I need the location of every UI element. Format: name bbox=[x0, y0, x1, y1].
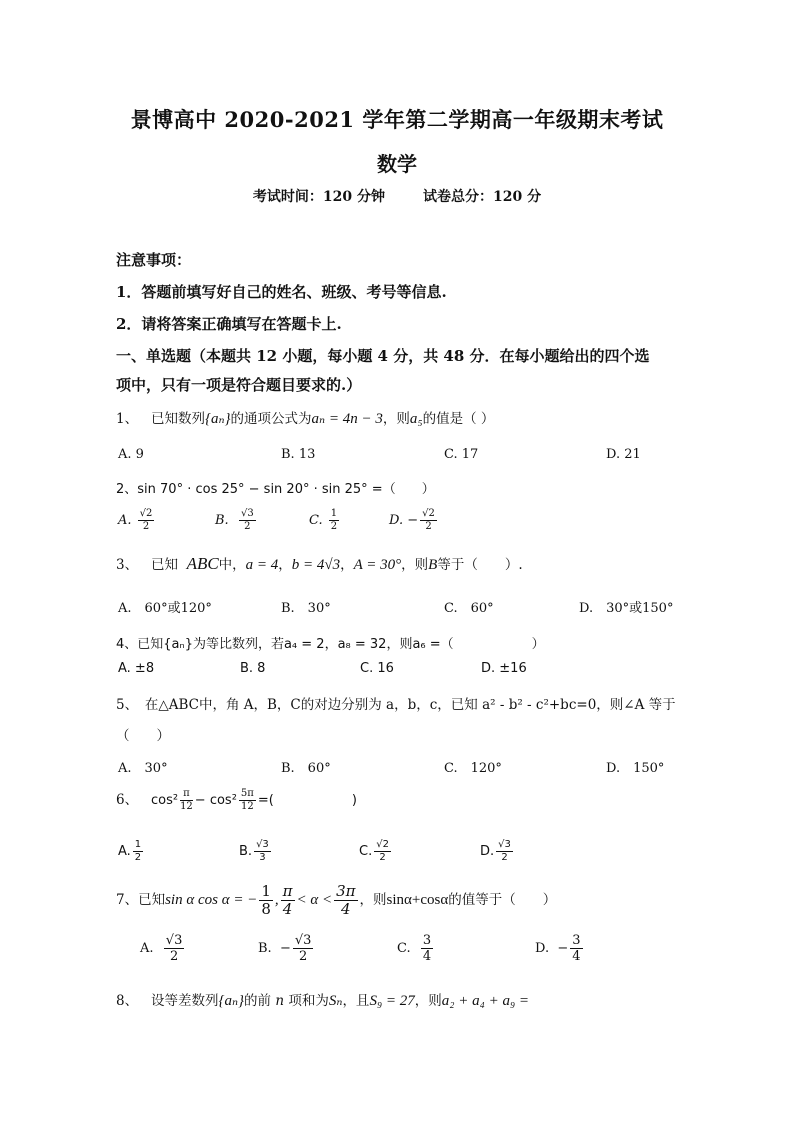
fraction: $\frac{√2}{2}$ bbox=[139, 508, 153, 532]
fraction: $\frac{√3}{3}$ bbox=[256, 839, 269, 863]
fraction: $\frac{\pi}{4}$ bbox=[282, 882, 293, 918]
option-b: B. 30° bbox=[281, 601, 331, 616]
section-heading-line1: 一、单选题（本题共 12 小题，每小题 4 分，共 48 分．在每小题给出的四个选 bbox=[116, 347, 650, 365]
exam-title: 景博高中 2020-2021 学年第二学期高一年级期末考试 bbox=[130, 107, 664, 132]
fraction: $\frac{1}{8}$ bbox=[261, 882, 271, 918]
section-heading-line2: 项中，只有一项是符合题目要求的.） bbox=[116, 376, 362, 394]
option-c: C. 120° bbox=[444, 761, 502, 776]
exam-info bbox=[0, 186, 794, 206]
option-d: D. − $\frac{3}{4}$ bbox=[535, 933, 581, 964]
fraction: $\frac{√2}{2}$ bbox=[422, 508, 435, 532]
option-b: B. 60° bbox=[281, 761, 331, 776]
option-a: A. 30° bbox=[118, 761, 168, 776]
exam-time: 考试时间：120 分钟 bbox=[252, 189, 385, 205]
option-b: B. $\frac{√3}{3}$ bbox=[239, 839, 269, 863]
option-b: B. 13 bbox=[281, 447, 316, 462]
subject-title: 数学 bbox=[377, 152, 417, 176]
option-b: B. − $\frac{√3}{2}$ bbox=[258, 933, 312, 964]
fraction: $\frac{√3}{2}$ bbox=[165, 933, 183, 964]
fraction: $\frac{1}{2}$ bbox=[330, 508, 338, 532]
fraction: $\frac{3}{4}$ bbox=[572, 933, 581, 964]
question-8: 8、 设等差数列{aₙ}的前 n 项和为Sₙ，且S₉ = 27，则a₂ + a₄ + a₉ = bbox=[116, 993, 530, 1009]
option-d: D. 30°或150° bbox=[579, 601, 674, 616]
question-7: 7、已知sin α cos α = − $\frac{1}{8}$ , $\frac{\pi}{4}$ < α < $\frac{3\pi}{4}$ ，则sinα+cosα的值等于（ ） bbox=[116, 882, 557, 918]
option-c: C. $\frac{1}{2}$ bbox=[309, 508, 338, 532]
fraction: $\frac{5\pi}{12}$ bbox=[240, 788, 254, 812]
fraction: $\frac{√3}{2}$ bbox=[240, 508, 254, 532]
option-d: D. − $\frac{√2}{2}$ bbox=[389, 508, 435, 532]
notes-heading: 注意事项： bbox=[116, 251, 192, 269]
question-5-line2: （ ） bbox=[116, 728, 170, 744]
option-d: D. ±16 bbox=[481, 661, 527, 676]
total-score: 试卷总分：120 分 bbox=[423, 189, 542, 205]
question-3: 3、 已知 ABC中，a = 4，b = 4√3，A = 30°，则B等于（ ）. bbox=[116, 554, 523, 573]
option-b: B. 8 bbox=[240, 661, 266, 676]
option-b: B. $\frac{√3}{2}$ bbox=[215, 508, 254, 532]
question-6: 6、 cos² $\frac{\pi}{12}$ − cos² $\frac{5\pi}{12}$ =( ) bbox=[116, 788, 357, 812]
fraction: $\frac{3}{4}$ bbox=[422, 933, 432, 964]
option-d: D. 21 bbox=[606, 447, 641, 462]
question-5-line1: 5、 在△ABC中，角 A，B，C的对边分别为 a，b，c，已知 a² - b² - c²+bc=0，则∠A 等于 bbox=[116, 697, 676, 713]
fraction: $\frac{\pi}{12}$ bbox=[180, 788, 193, 812]
question-4: 4、已知{aₙ}为等比数列，若a₄ = 2，a₈ = 32，则a₆ =（ ） bbox=[116, 637, 545, 652]
option-c: C. $\frac{√2}{2}$ bbox=[359, 839, 389, 863]
option-a: A. $\frac{√3}{2}$ bbox=[140, 933, 183, 964]
option-a: A. $\frac{√2}{2}$ bbox=[118, 508, 153, 532]
fraction: $\frac{√3}{2}$ bbox=[294, 933, 312, 964]
option-a: A. $\frac{1}{2}$ bbox=[118, 839, 142, 863]
fraction: $\frac{3\pi}{4}$ bbox=[336, 882, 356, 918]
note-item: 2．请将答案正确填写在答题卡上. bbox=[116, 315, 342, 333]
option-c: C. $\frac{3}{4}$ bbox=[397, 933, 432, 964]
note-item: 1．答题前填写好自己的姓名、班级、考号等信息. bbox=[116, 283, 447, 301]
option-a: A. 9 bbox=[118, 447, 144, 462]
option-c: C. 60° bbox=[444, 601, 494, 616]
fraction: $\frac{√3}{2}$ bbox=[498, 839, 511, 863]
option-c: C. 16 bbox=[360, 661, 394, 676]
option-a: A. ±8 bbox=[118, 661, 155, 676]
question-2: 2、sin 70° · cos 25° − sin 20° · sin 25° =（ ） bbox=[116, 482, 435, 497]
fraction: $\frac{√2}{2}$ bbox=[376, 839, 389, 863]
option-c: C. 17 bbox=[444, 447, 479, 462]
option-d: D. 150° bbox=[606, 761, 665, 776]
option-d: D. $\frac{√3}{2}$ bbox=[480, 839, 511, 863]
question-1: 1、 已知数列{aₙ}的通项公式为aₙ = 4n − 3，则a₅的值是（ ） bbox=[116, 411, 495, 427]
option-a: A. 60°或120° bbox=[118, 601, 212, 616]
fraction: $\frac{1}{2}$ bbox=[134, 839, 142, 863]
